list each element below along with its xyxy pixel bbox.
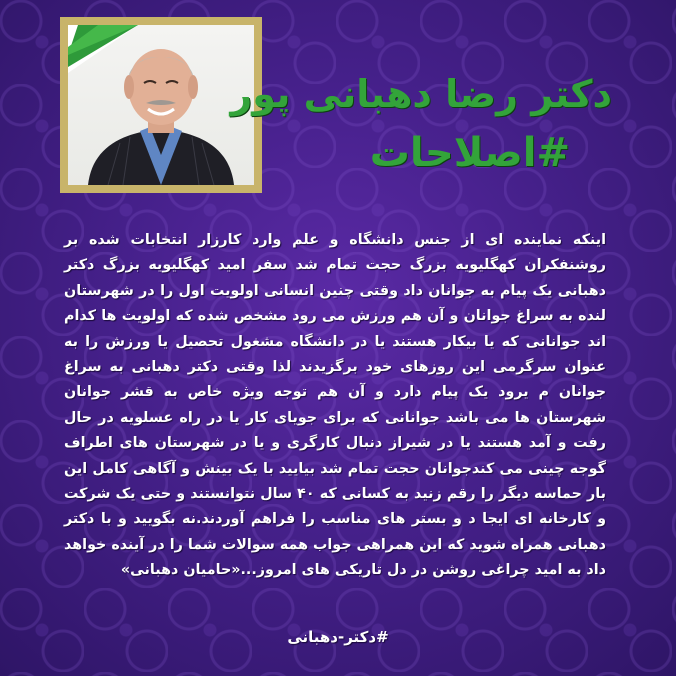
portrait-photo bbox=[68, 25, 254, 185]
headline-tag: #اصلاحات bbox=[369, 130, 570, 176]
headline-name: دکتر رضا دهبانی پور bbox=[230, 72, 612, 116]
footer-hashtag: #دکتر-دهبانی bbox=[287, 628, 389, 646]
article-body: اینکه نماینده ای از جنس دانشگاه و علم وارد کارزار انتخابات شده بر روشنفکران کهگلیویه بزرگ حجت تمام شد سفر امید کهگلیویه بزرگ دکتر دهبانی یک پیام به جوانان داد وقتی چنین انسانی اولویت اول را در شهرستان لنده به سراغ جوانان و آن هم ورزش می رود مشخص شده که اولویت ها کدام اند جوانانی که یا بیکار هستند یا در دانشگاه مشغول تحصیل یا ورزش را به عنوان سرگرمی این روزهای خود برگزیدند لذا وقتی دکتر دهبانی به سراغ جوانان م یرود یک پیام دارد و آن هم توجه ویژه خاص به قشر جوانان شهرستان ها می باشد جوانانی که برای جویای کار یا در راه عسلویه در حال رفت و آمد هستند یا در شیراز دنبال کارگری و یا در شهرستان های اطراف گوجه چینی می کندجوانان حجت تمام شد بیایید با یک بینش و آگاهی کامل این بار حماسه دیگر را رقم زنید به کسانی که ۴۰ سال نتوانستند و حتی یک شرکت و کارخانه ای ایجا د و بستر های مناسب را فراهم آوردند.نه بگویید و با دکتر دهبانی همراه شوید که این همراهی جواب همه سوالات شما را در آینده خواهد داد به امید چراغی روشن در دل تاریکی های امروز...«حامیان دهبانی» bbox=[64, 232, 606, 579]
portrait-icon bbox=[68, 25, 254, 185]
